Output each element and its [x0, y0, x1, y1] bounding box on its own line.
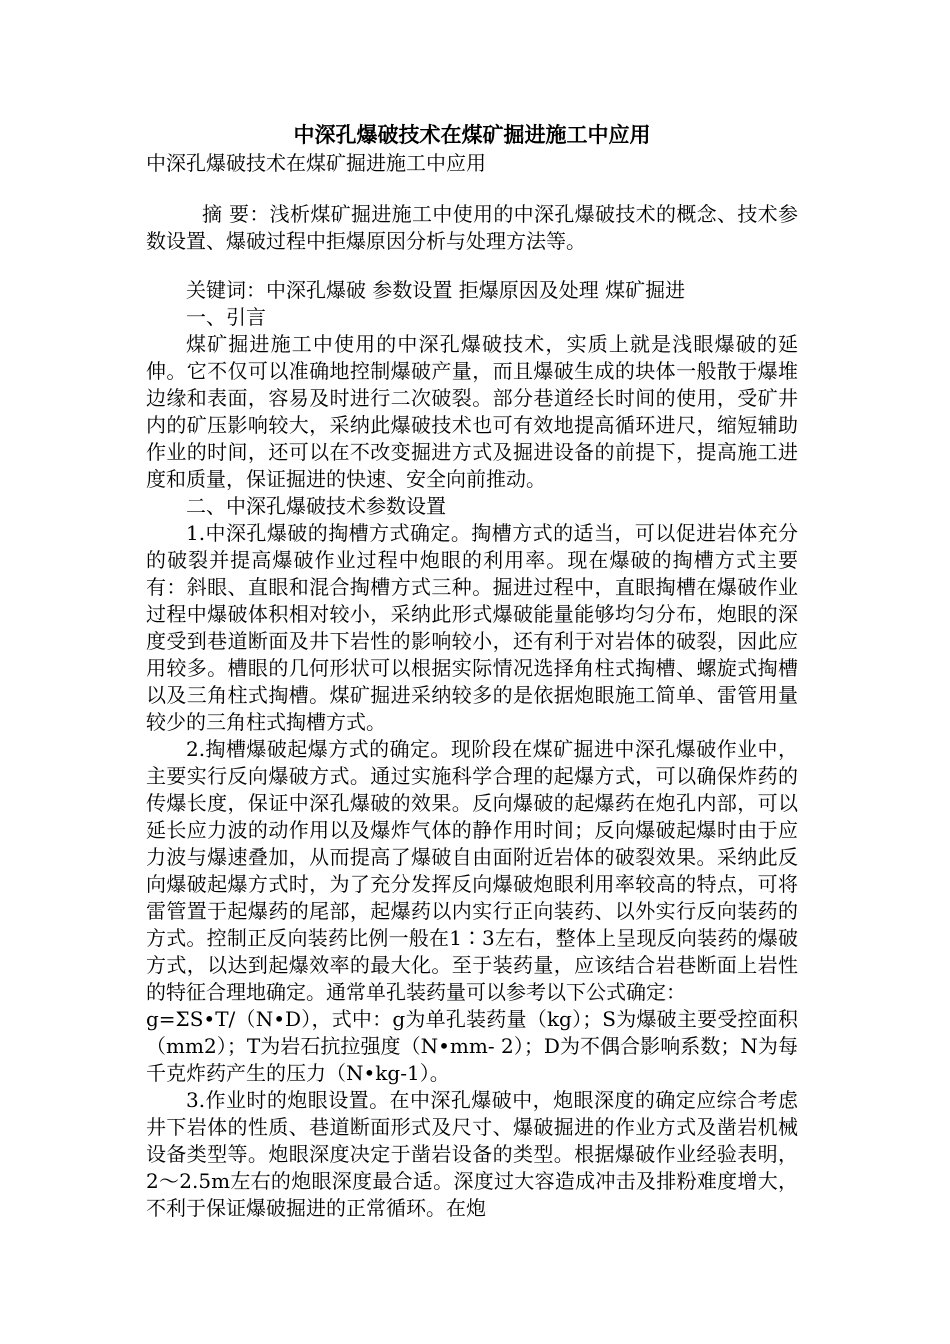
section-heading-parameters: 二、中深孔爆破技术参数设置	[186, 494, 446, 518]
document-subtitle: 中深孔爆破技术在煤矿掘进施工中应用	[146, 151, 486, 175]
section-heading-introduction: 一、引言	[186, 305, 266, 329]
paragraph-hole-setting: 3.作业时的炮眼设置。在中深孔爆破中，炮眼深度的确定应综合考虑井下岩体的性质、巷道断面形式及尺寸、爆破掘进的作业方式及凿岩机械设备类型等。炮眼深度决定于凿岩设备的类型。根据爆破作业经验表明，2～2.5m左右的炮眼深度最合适。深度过大容造成冲击及排粉难度增大，不利于保证爆破掘进的正常循环。在炮	[146, 1088, 798, 1220]
abstract: 摘 要：浅析煤矿掘进施工中使用的中深孔爆破技术的概念、技术参数设置、爆破过程中拒爆原因分析与处理方法等。	[146, 202, 798, 253]
paragraph-initiation-method: 2.掏槽爆破起爆方式的确定。现阶段在煤矿掘进中深孔爆破作业中，主要实行反向爆破方式。通过实施科学合理的起爆方式，可以确保炸药的传爆长度，保证中深孔爆破的效果。反向爆破的起爆药在炮孔内部，可以延长应力波的动作用以及爆炸气体的静作用时间；反向爆破起爆时由于应力波与爆速叠加，从而提高了爆破自由面附近岩体的破裂效果。采纳此反向爆破起爆方式时，为了充分发挥反向爆破炮眼利用率较高的特点，可将雷管置于起爆药的尾部，起爆药以内实行正向装药、以外实行反向装药的方式。控制正反向装药比例一般在1∶3左右，整体上呈现反向装药的爆破方式，以达到起爆效率的最大化。至于装药量，应该结合岩巷断面上岩性的特征合理地确定。通常单孔装药量可以参考以下公式确定：	[146, 737, 798, 1004]
document-title: 中深孔爆破技术在煤矿掘进施工中应用	[293, 122, 651, 147]
keywords: 关键词：中深孔爆破 参数设置 拒爆原因及处理 煤矿掘进	[186, 278, 686, 302]
document-page	[146, 120, 798, 1222]
paragraph-formula: g=ΣS•T/（N•D），式中：g为单孔装药量（kg）；S为爆破主要受控面积（mm2）；T为岩石抗拉强度（N•mm- 2）；D为不偶合影响系数；N为每千克炸药产生的压力（N•kg-1）。	[146, 1007, 798, 1085]
paragraph-cut-method: 1.中深孔爆破的掏槽方式确定。掏槽方式的适当，可以促进岩体充分的破裂并提高爆破作业过程中炮眼的利用率。现在爆破的掏槽方式主要有：斜眼、直眼和混合掏槽方式三种。掘进过程中，直眼掏槽在爆破作业过程中爆破体积相对较小，采纳此形式爆破能量能够均匀分布，炮眼的深度受到巷道断面及井下岩性的影响较小，还有利于对岩体的破裂，因此应用较多。槽眼的几何形状可以根据实际情况选择角柱式掏槽、螺旋式掏槽以及三角柱式掏槽。煤矿掘进采纳较多的是依据炮眼施工简单、雷管用量较少的三角柱式掏槽方式。	[146, 521, 798, 734]
paragraph-introduction: 煤矿掘进施工中使用的中深孔爆破技术，实质上就是浅眼爆破的延伸。它不仅可以准确地控制爆破产量，而且爆破生成的块体一般散于爆堆边缘和表面，容易及时进行二次破裂。部分巷道经长时间的使用，受矿井内的矿压影响较大，采纳此爆破技术也可有效地提高循环进尺，缩短辅助作业的时间，还可以在不改变掘进方式及掘进设备的前提下，提高施工进度和质量，保证掘进的快速、安全向前推动。	[146, 332, 798, 491]
